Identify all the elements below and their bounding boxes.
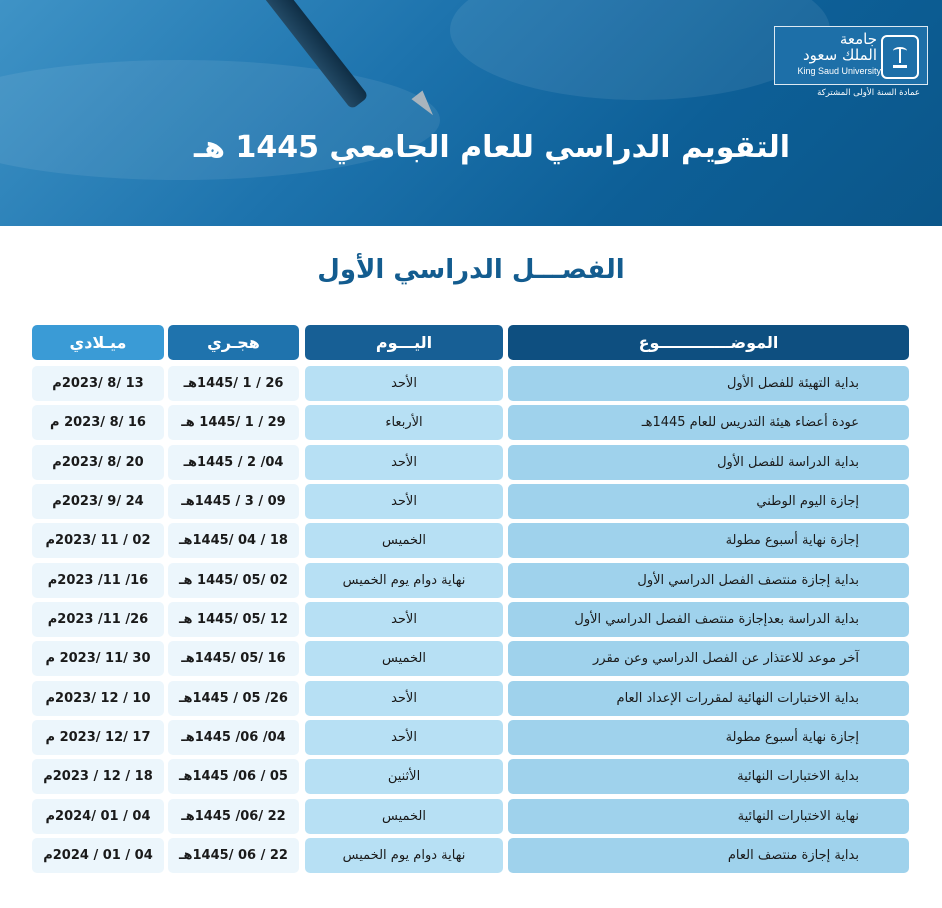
row-hijri-date: 04/ 06/ 1445هـ bbox=[168, 720, 299, 755]
column-header-hijri: هجـري bbox=[168, 325, 299, 360]
row-gregorian-date: 13 /8 /2023م bbox=[32, 366, 164, 401]
row-gregorian-date: 26/ 11/ 2023م bbox=[32, 602, 164, 637]
row-day: الأحد bbox=[305, 445, 503, 480]
row-gregorian-date: 04 / 01 /2024م bbox=[32, 799, 164, 834]
palm-seal-icon bbox=[881, 35, 919, 79]
row-topic: بداية الاختبارات النهائية لمقررات الإعداد العام bbox=[508, 681, 909, 716]
row-hijri-date: 22 /06/ 1445هـ bbox=[168, 799, 299, 834]
row-day: الخميس bbox=[305, 523, 503, 558]
logo-arabic-line1: جامعة bbox=[839, 30, 877, 48]
university-logo bbox=[774, 26, 928, 85]
row-hijri-date: 22 / 06 /1445هـ bbox=[168, 838, 299, 873]
row-day: الأحد bbox=[305, 681, 503, 716]
row-topic: إجازة نهاية أسبوع مطولة bbox=[508, 523, 909, 558]
row-day: الخميس bbox=[305, 799, 503, 834]
row-topic: بداية الدراسة للفصل الأول bbox=[508, 445, 909, 480]
row-topic: بداية الدراسة بعدإجازة منتصف الفصل الدراسي الأول bbox=[508, 602, 909, 637]
row-gregorian-date: 18 / 12 / 2023م bbox=[32, 759, 164, 794]
row-day: الأثنين bbox=[305, 759, 503, 794]
row-topic: بداية التهيئة للفصل الأول bbox=[508, 366, 909, 401]
row-topic: بداية إجازة منتصف الفصل الدراسي الأول bbox=[508, 563, 909, 598]
row-topic: آخر موعد للاعتذار عن الفصل الدراسي وعن مقرر bbox=[508, 641, 909, 676]
row-hijri-date: 12 /05 /1445 هـ bbox=[168, 602, 299, 637]
row-hijri-date: 26 / 1 /1445هـ bbox=[168, 366, 299, 401]
column-header-topic: الموضـــــــــــــوع bbox=[508, 325, 909, 360]
column-header-day: اليـــوم bbox=[305, 325, 503, 360]
row-day: الأحد bbox=[305, 484, 503, 519]
header-banner bbox=[0, 0, 942, 226]
row-hijri-date: 02 /05 /1445 هـ bbox=[168, 563, 299, 598]
row-hijri-date: 26/ 05 / 1445هـ bbox=[168, 681, 299, 716]
row-gregorian-date: 04 / 01 / 2024م bbox=[32, 838, 164, 873]
logo-english-name: King Saud University bbox=[797, 66, 881, 76]
row-hijri-date: 05 / 06/ 1445هـ bbox=[168, 759, 299, 794]
row-gregorian-date: 02 / 11 /2023م bbox=[32, 523, 164, 558]
row-hijri-date: 18 / 04 /1445هـ bbox=[168, 523, 299, 558]
logo-arabic-line2: الملك سعود bbox=[802, 46, 877, 64]
banner-decoration bbox=[450, 0, 830, 100]
row-topic: بداية إجازة منتصف العام bbox=[508, 838, 909, 873]
row-topic: عودة أعضاء هيئة التدريس للعام 1445هـ bbox=[508, 405, 909, 440]
row-topic: إجازة نهاية أسبوع مطولة bbox=[508, 720, 909, 755]
row-hijri-date: 29 / 1 /1445 هـ bbox=[168, 405, 299, 440]
row-day: الأحد bbox=[305, 720, 503, 755]
deanship-name: عمادة السنة الأولى المشتركة bbox=[817, 88, 920, 98]
row-hijri-date: 16 /05 /1445هـ bbox=[168, 641, 299, 676]
row-hijri-date: 09 / 3 / 1445هـ bbox=[168, 484, 299, 519]
row-gregorian-date: 17 /12 /2023 م bbox=[32, 720, 164, 755]
row-day: نهاية دوام يوم الخميس bbox=[305, 838, 503, 873]
row-gregorian-date: 16/ 11/ 2023م bbox=[32, 563, 164, 598]
row-gregorian-date: 20 /8 /2023م bbox=[32, 445, 164, 480]
row-day: نهاية دوام يوم الخميس bbox=[305, 563, 503, 598]
row-gregorian-date: 10 / 12 /2023م bbox=[32, 681, 164, 716]
row-gregorian-date: 16 /8 /2023 م bbox=[32, 405, 164, 440]
row-topic: نهاية الاختبارات النهائية bbox=[508, 799, 909, 834]
row-hijri-date: 04/ 2 / 1445هـ bbox=[168, 445, 299, 480]
row-gregorian-date: 30 /11 /2023 م bbox=[32, 641, 164, 676]
row-topic: إجازة اليوم الوطني bbox=[508, 484, 909, 519]
row-topic: بداية الاختبارات النهائية bbox=[508, 759, 909, 794]
row-gregorian-date: 24 /9 /2023م bbox=[32, 484, 164, 519]
row-day: الأحد bbox=[305, 366, 503, 401]
row-day: الخميس bbox=[305, 641, 503, 676]
semester-title: الفصـــل الدراسي الأول bbox=[317, 255, 625, 285]
row-day: الأحد bbox=[305, 602, 503, 637]
column-header-gregorian: ميـلادي bbox=[32, 325, 164, 360]
page-title: التقويم الدراسي للعام الجامعي 1445 هـ bbox=[193, 130, 790, 165]
row-day: الأربعاء bbox=[305, 405, 503, 440]
